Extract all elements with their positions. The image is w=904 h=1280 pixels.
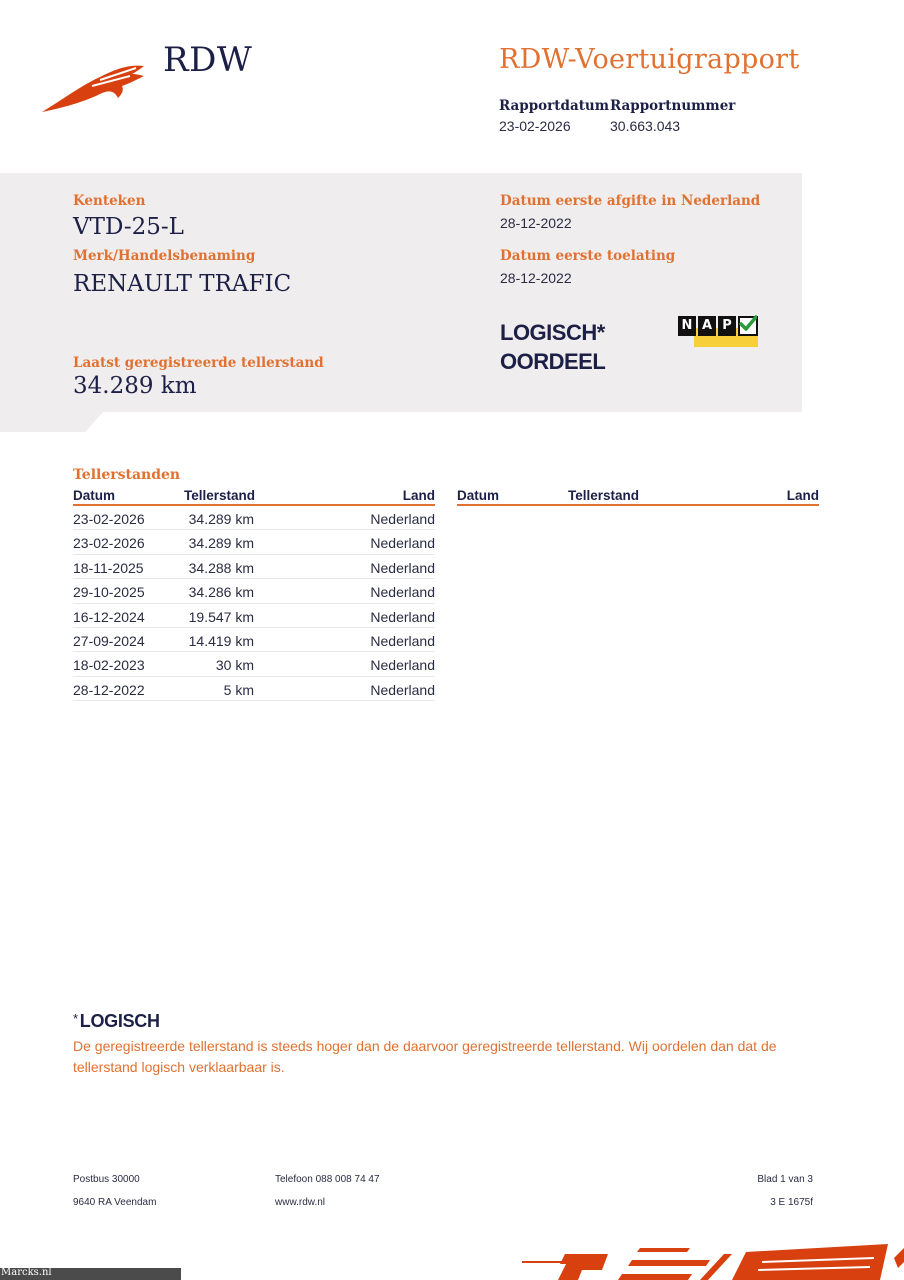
row-odometer: 19.547 km — [188, 608, 254, 625]
table-row — [73, 506, 435, 530]
last-odometer-value: 34.289 km — [73, 373, 197, 399]
nap-letter-p: P — [718, 316, 736, 336]
row-country: Nederland — [370, 608, 435, 625]
table-row — [73, 677, 435, 701]
row-date: 16-12-2024 — [73, 608, 145, 625]
logo-wordmark: RDW — [163, 40, 253, 80]
report-date: 23-02-2026 — [499, 118, 571, 134]
row-country: Nederland — [370, 632, 435, 649]
footer-website-link[interactable]: www.rdw.nl — [275, 1197, 326, 1208]
row-date: 29-10-2025 — [73, 584, 145, 601]
footer-document-code: 3 E 1675f — [770, 1197, 813, 1208]
verdict-line-1: LOGISCH* — [500, 320, 605, 345]
footer-page-number: Blad 1 van 3 — [757, 1174, 813, 1185]
col-country: Land — [786, 488, 819, 503]
nap-badge — [678, 316, 760, 347]
make-label: Merk/Handelsbenaming — [73, 248, 256, 264]
vehicle-make: RENAULT TRAFIC — [73, 271, 292, 297]
row-odometer: 34.289 km — [188, 535, 254, 552]
odometer-table-right-header — [457, 488, 819, 506]
panel-tab-decoration — [0, 411, 104, 432]
row-country: Nederland — [370, 511, 435, 527]
table-row — [73, 579, 435, 603]
watermark-bar — [0, 1268, 181, 1280]
rdw-stripes-decoration — [510, 1240, 904, 1280]
table-row — [73, 604, 435, 628]
first-admission-label: Datum eerste toelating — [500, 248, 676, 264]
check-icon — [738, 316, 758, 336]
row-odometer: 30 km — [215, 657, 254, 674]
report-number: 30.663.043 — [610, 118, 681, 134]
odometer-section-title: Tellerstanden — [73, 467, 181, 483]
first-admission-date: 28-12-2022 — [500, 270, 572, 286]
nap-letter-a: A — [698, 316, 716, 336]
row-date: 27-09-2024 — [73, 632, 145, 649]
col-date: Datum — [457, 488, 500, 503]
footnote-asterisk: * — [73, 1011, 78, 1026]
plate-label: Kenteken — [73, 193, 146, 209]
odometer-table — [73, 488, 435, 701]
odometer-table-header — [73, 488, 435, 506]
odometer-table-right — [457, 488, 819, 506]
footer-address-line-2: 9640 RA Veendam — [73, 1197, 157, 1208]
footer-phone: Telefoon 088 008 74 47 — [275, 1174, 380, 1185]
row-odometer: 34.289 km — [188, 511, 254, 527]
row-country: Nederland — [370, 559, 435, 576]
report-title: RDW-Voertuigrapport — [499, 44, 800, 75]
license-plate: VTD-25-L — [73, 214, 184, 240]
report-date-label: Rapportdatum — [499, 98, 610, 114]
table-row — [73, 652, 435, 676]
row-odometer: 5 km — [223, 681, 254, 698]
row-date: 18-11-2025 — [73, 559, 144, 576]
footnote-heading: LOGISCH — [79, 1011, 160, 1031]
first-issue-nl-label: Datum eerste afgifte in Nederland — [500, 193, 761, 209]
col-country: Land — [402, 488, 435, 503]
table-row — [73, 555, 435, 579]
row-country: Nederland — [370, 681, 435, 698]
rdw-logo — [40, 40, 260, 120]
watermark-text: Marcks.nl — [1, 1267, 52, 1278]
footnote-title — [73, 1011, 160, 1032]
col-odometer: Tellerstand — [568, 488, 640, 503]
row-odometer: 34.286 km — [188, 584, 254, 601]
row-date: 18-02-2023 — [73, 657, 145, 674]
col-odometer: Tellerstand — [184, 488, 256, 503]
row-date: 28-12-2022 — [73, 681, 145, 698]
row-country: Nederland — [370, 535, 435, 552]
row-odometer: 14.419 km — [188, 632, 254, 649]
row-date: 23-02-2026 — [73, 535, 145, 552]
table-row — [73, 530, 435, 554]
nap-verdict — [500, 318, 605, 376]
footnote-text: De geregistreerde tellerstand is steeds hoger dan de daarvoor geregistreerde tellerstand. Wij oordelen dan dat de tellerstand logisch verklaarbaar is. — [73, 1038, 777, 1075]
first-issue-nl-date: 28-12-2022 — [500, 215, 572, 231]
table-row — [73, 628, 435, 652]
rdw-feather-icon — [40, 56, 150, 116]
row-country: Nederland — [370, 657, 435, 674]
footer-address-line-1: Postbus 30000 — [73, 1174, 140, 1185]
col-date: Datum — [73, 488, 116, 503]
verdict-line-2: OORDEEL — [500, 349, 606, 374]
row-odometer: 34.288 km — [188, 559, 254, 576]
report-number-label: Rapportnummer — [610, 98, 736, 114]
row-date: 23-02-2026 — [73, 511, 145, 527]
row-country: Nederland — [370, 584, 435, 601]
nap-letter-n: N — [678, 316, 696, 336]
last-odometer-label: Laatst geregistreerde tellerstand — [73, 355, 324, 371]
